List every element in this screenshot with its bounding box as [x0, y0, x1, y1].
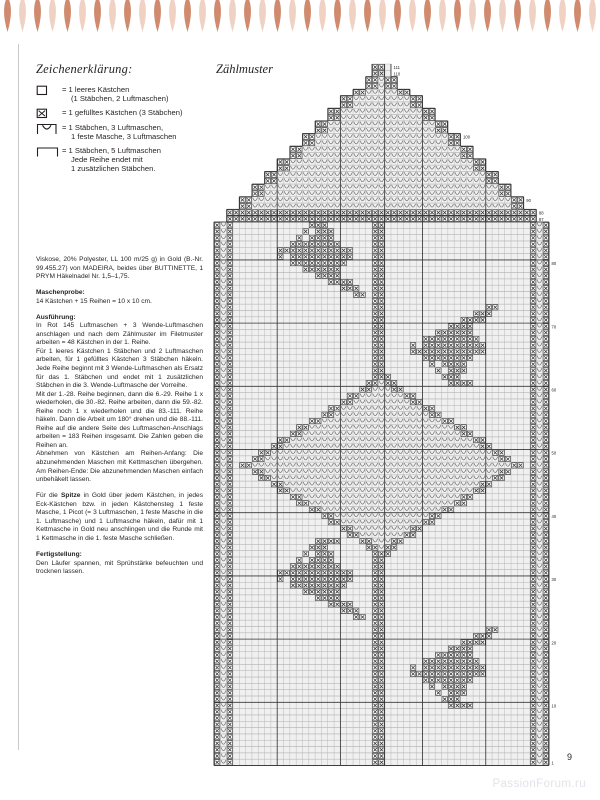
chart-row-label: 30 — [551, 577, 557, 583]
legend-item-text — [62, 107, 183, 117]
legend-item-empty-box — [36, 84, 226, 104]
work-heading-text: Ausführung: — [36, 313, 76, 321]
counting-pattern-chart — [206, 58, 566, 766]
empty-box-icon — [36, 84, 62, 96]
picot-arch-icon — [36, 122, 62, 135]
chart-grid-svg — [206, 58, 566, 766]
chart-row-label: 111 — [393, 65, 400, 71]
chart-row-label: 70 — [551, 324, 557, 330]
legend-item-picot — [36, 122, 226, 142]
chart-row-label: 60 — [551, 387, 557, 393]
legend-block — [36, 62, 226, 177]
work-paragraph-2: Für 1 leeres Kästchen 1 Stäbchen und 2 Luftmaschen arbeiten, für 1 gefülltes Kästchen 3 Stäbchen häkeln. Jede Reihe beginnt mit 3 Wende-Luftmaschen als Ersatz für das 1. Stäbchen und endet mit 1 zusätzlichen Stäbchen in die 3. Wende-Luftmasche der Vorreihe. — [36, 347, 203, 390]
gauge-heading-text: Maschenprobe: — [36, 289, 85, 297]
chart-row-label: 88 — [538, 210, 544, 216]
page-number: 9 — [566, 752, 572, 762]
legend-item-text — [62, 145, 161, 174]
chart-row-label: 87 — [538, 216, 544, 222]
gauge-paragraph: 14 Kästchen + 15 Reihen = 10 x 10 cm. — [36, 297, 152, 305]
chart-row-label: 20 — [551, 640, 557, 646]
chart-row-label: 10 — [551, 703, 557, 709]
legend-item-filled-box — [36, 107, 226, 119]
finishing-heading — [36, 551, 203, 560]
finishing-heading-text: Fertigstellung: — [36, 550, 82, 558]
x-box-icon — [36, 107, 62, 119]
edging-paragraph — [36, 492, 203, 543]
chart-title: Zählmuster — [216, 62, 273, 76]
work-paragraph-4: Abnehmen von Kästchen am Reihen-Anfang: Die abzunehmenden Maschen mit Kettmaschen übergehen. Am Reihen-Ende: Die abzunehmenden Maschen einfach unbehäkelt lassen. — [36, 450, 203, 484]
legend-line-1: = 1 leeres Kästchen — [62, 85, 130, 94]
materials-paragraph: Viskose, 20% Polyester, LL 100 m/25 g) in Gold (B.-Nr. 99.455.27) von MADEIRA, beides über BUTTINETTE, 1 PRYM Häkelnadel Nr. 1,5–1,75. — [36, 256, 203, 281]
left-margin-rule — [18, 44, 19, 750]
edging-pre-text: Für die — [36, 492, 62, 500]
site-watermark: PassionForum.ru — [492, 778, 586, 790]
legend-item-text — [62, 84, 169, 104]
legend-line-2: Jede Reihe endet mit — [71, 155, 143, 165]
legend-line-2: 1 feste Masche, 3 Luftmaschen — [71, 132, 177, 142]
chart-row-label: 1 — [551, 760, 554, 766]
legend-line-2: (1 Stäbchen, 2 Luftmaschen) — [71, 94, 169, 104]
chart-row-label: 100 — [463, 134, 471, 140]
edging-post-text: in Gold über jedem Kästchen, in jedes Eck-Kästchen bzw. in jeden Kästchensteg 1 feste Masche, 1 Picot (= 3 Luftmaschen, 1 feste Masche in die 1. Luftmasche) und 1 Luftmasche häkeln, dafür mit 1 Kettmasche in Gold neu anschlingen und die Runde mit 1 Kettmasche in die 1. feste Masche schließen. — [36, 492, 203, 542]
wide-open-box-icon — [36, 145, 62, 158]
legend-item-text — [62, 122, 177, 142]
chart-row-label: 80 — [551, 261, 557, 267]
decorative-top-border — [0, 0, 600, 34]
chart-row-label: 110 — [393, 71, 401, 77]
legend-title: Zeichenerklärung: — [36, 62, 133, 76]
work-paragraph-3: Mit der 1.-28. Reihe beginnen, dann die 6.-29. Reihe 1 x wiederholen, die 30.-82. Reihe arbeiten, dann die 59.-82. Reihe noch 1 x wiederholen und die 83.-111. Reihe häkeln. Dann die Arbeit um 180° drehen und die 88.-111. Reihe auf die andere Seite des Luftmaschen-Anschlags arbeiten = 183 Reihen insgesamt. Die Zahlen geben die Reihen an. — [36, 390, 203, 449]
legend-line-1: = 1 gefülltes Kästchen (3 Stäbchen) — [62, 107, 183, 117]
legend-line-3: 1 zusätzlichen Stäbchen. — [71, 164, 156, 174]
work-heading — [36, 314, 203, 323]
legend-item-wide-box — [36, 145, 226, 174]
legend-line-1: = 1 Stäbchen, 5 Luftmaschen — [62, 145, 161, 155]
legend-line-1: = 1 Stäbchen, 3 Luftmaschen, — [62, 122, 164, 132]
instructions-column — [36, 256, 203, 577]
chart-row-label: 50 — [551, 450, 557, 456]
edging-bold-word: Spitze — [61, 492, 81, 500]
work-paragraph-1: In Rot 145 Luftmaschen + 3 Wende-Luftmaschen anschlagen und nach dem Zählmuster im Filetmuster arbeiten = 48 Kästchen in der 1. Reihe. — [36, 322, 203, 347]
chart-row-label: 90 — [526, 197, 531, 203]
finishing-paragraph: Den Läufer spannen, mit Sprühstärke befeuchten und trocknen lassen. — [36, 559, 203, 576]
gauge-heading — [36, 289, 203, 298]
chart-row-label: 40 — [551, 513, 557, 519]
